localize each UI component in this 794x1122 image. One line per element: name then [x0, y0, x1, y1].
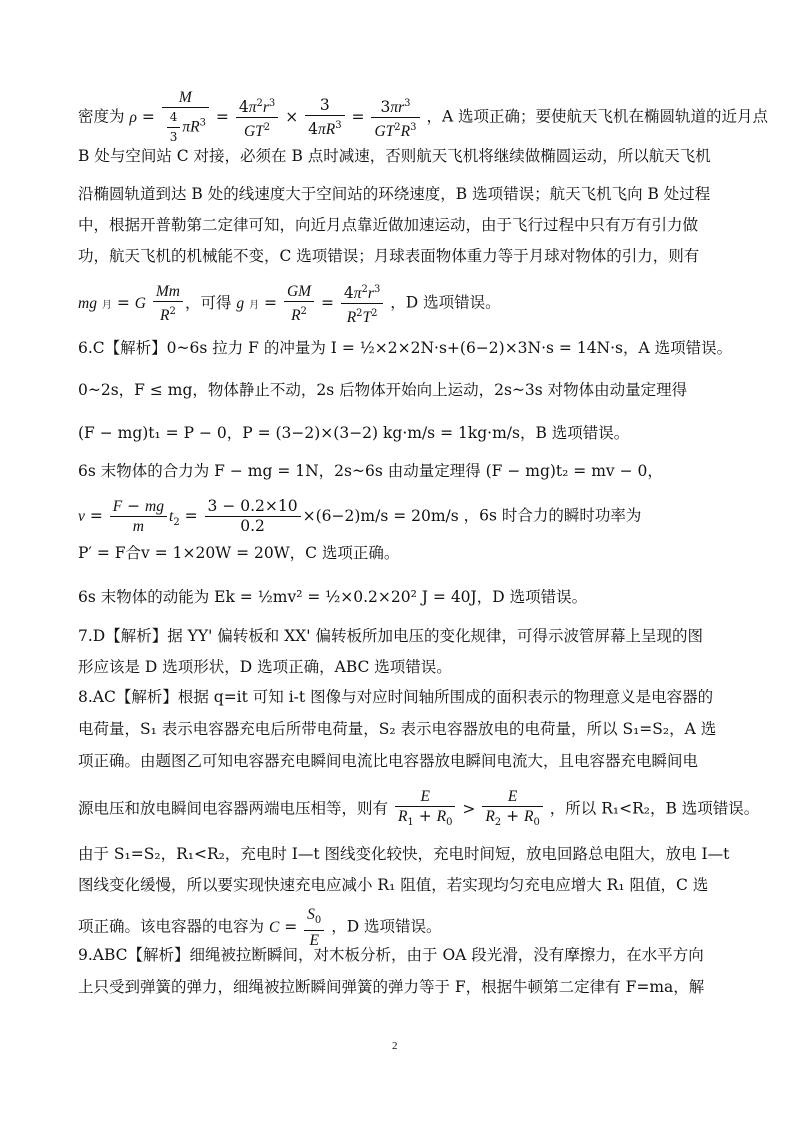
text-line-1: 密度为 ρ = M $\frac{4}{3}$ $\pi R^3$ = $\frac{4\pi^2r^3}{GT^2}$ × $\frac{3}{4\pi R^3}$ = $\frac{3\pi r^3}{GT^2R^3}$ ，A 选项正确；要使航天飞机在椭圆轨道的近月点	[78, 89, 769, 144]
capacitance-formula: C = $\frac{S_0}{E}$	[269, 918, 331, 936]
text-line-4: 中，根据开普勒第二定律可知，向近月点靠近做加速运动，由于飞行过程中只有万有引力做	[78, 216, 699, 234]
text-line-13: 6s 末物体的动能为 Ek = ½mv² = ½×0.2×20² J = 40J，D 选项错误。	[78, 588, 588, 606]
text-line-23: 9.ABC【解析】细绳被拉断瞬间，对木板分析，由于 OA 段光滑，没有摩擦力，在水平方向	[78, 946, 704, 964]
text-line-14: 7.D【解析】据 YY' 偏转板和 XX' 偏转板所加电压的变化规律，可得示波管屏幕上呈现的图	[78, 627, 703, 645]
gravity-formula: mg 月 = G $\frac{Mm}{R^2}$ ，可得 g 月 = $\frac{GM}{R^2}$ = $\frac{4\pi^2r^3}{R^2T^2}$	[78, 294, 390, 312]
text-line-20: 由于 S₁=S₂，R₁<R₂，充电时 I—t 图线变化较快，充电时间短，放电回路总电阻大，放电 I—t	[78, 845, 730, 863]
text-line-19: 源电压和放电瞬间电容器两端电压相等，则有 $\frac{E}{R_1 + R_0}$ > $\frac{E}{R_2 + R_0}$ ，所以 R₁<R₂，B 选项错误。	[78, 788, 760, 829]
text-line-3: 沿椭圆轨道到达 B 处的线速度大于空间站的环绕速度，B 选项错误；航天飞机飞向 B 处过程	[78, 185, 711, 203]
density-formula: ρ = M $\frac{4}{3}$ $\pi R^3$ = $\frac{4\pi^2r^3}{GT^2}$ × $\frac{3}{4\pi R^3}$ = $\frac{3\pi r^3}{GT^2R^3}$	[129, 108, 426, 126]
text-line-17: 电荷量，S₁ 表示电容器充电后所带电荷量，S₂ 表示电容器放电的电荷量，所以 S₁=S₂，A 选	[78, 720, 717, 738]
text-line-16: 8.AC【解析】根据 q=it 可知 i-t 图像与对应时间轴所围成的面积表示的物理意义是电容器的	[78, 688, 714, 706]
text-line-8: 0~2s，F ≤ mg，物体静止不动，2s 后物体开始向上运动，2s~3s 对物体由动量定理得	[78, 381, 688, 399]
text-line-10: 6s 末物体的合力为 F − mg = 1N，2s~6s 由动量定理得 (F − mg)t₂ = mv − 0，	[78, 462, 663, 480]
text-line-5: 功，航天飞机的机械能不变，C 选项错误；月球表面物体重力等于月球对物体的引力，则有	[78, 247, 700, 265]
text-line-15: 形应该是 D 选项形状，D 选项正确，ABC 选项错误。	[78, 658, 452, 676]
text-line-22: 项正确。该电容器的电容为 C = $\frac{S_0}{E}$ ，D 选项错误。	[78, 906, 442, 950]
text-line-2: B 处与空间站 C 对接，必须在 B 点时减速，否则航天飞机将继续做椭圆运动，所以航天飞机	[78, 147, 711, 165]
text-line-6: mg 月 = G $\frac{Mm}{R^2}$ ，可得 g 月 = $\frac{GM}{R^2}$ = $\frac{4\pi^2r^3}{R^2T^2}$ ，D 选项错误。	[78, 280, 728, 327]
resistance-inequality: $\frac{E}{R_1 + R_0}$ > $\frac{E}{R_2 + R_0}$	[393, 800, 550, 818]
text-line-9: (F − mg)t₁ = P − 0，P = (3−2)×(3−2) kg·m/s = 1kg·m/s，B 选项错误。	[78, 424, 630, 442]
text-line-24: 上只受到弹簧的弹力，细绳被拉断瞬间弹簧的弹力等于 F，根据牛顿第二定律有 F=ma，解	[78, 978, 705, 996]
text-line-18: 项正确。由题图乙可知电容器充电瞬间电流比电容器放电瞬间电流大，且电容器充电瞬间电	[78, 752, 699, 770]
text-line-7: 6.C【解析】0~6s 拉力 F 的冲量为 I = ½×2×2N·s+(6−2)×3N·s = 14N·s，A 选项错误。	[78, 339, 733, 357]
page-number: 2	[392, 1040, 398, 1052]
text-line-21: 图线变化缓慢，所以要实现快速充电应减小 R₁ 阻值，若实现均匀充电应增大 R₁ 阻值，C 选	[78, 876, 709, 894]
text-line-12: P′ = F合v = 1×20W = 20W，C 选项正确。	[78, 544, 400, 562]
text-line-11: v = $\frac{F - mg}{m}$ $t_2$ = $\frac{3 - 0.2\times 10}{0.2}$ ×(6−2)m/s = 20m/s ，6s 时合力的瞬时功率为	[78, 497, 642, 535]
velocity-formula: v = $\frac{F - mg}{m}$ $t_2$ = $\frac{3 - 0.2\times 10}{0.2}$ ×(6−2)m/s = 20m/s	[78, 497, 464, 535]
